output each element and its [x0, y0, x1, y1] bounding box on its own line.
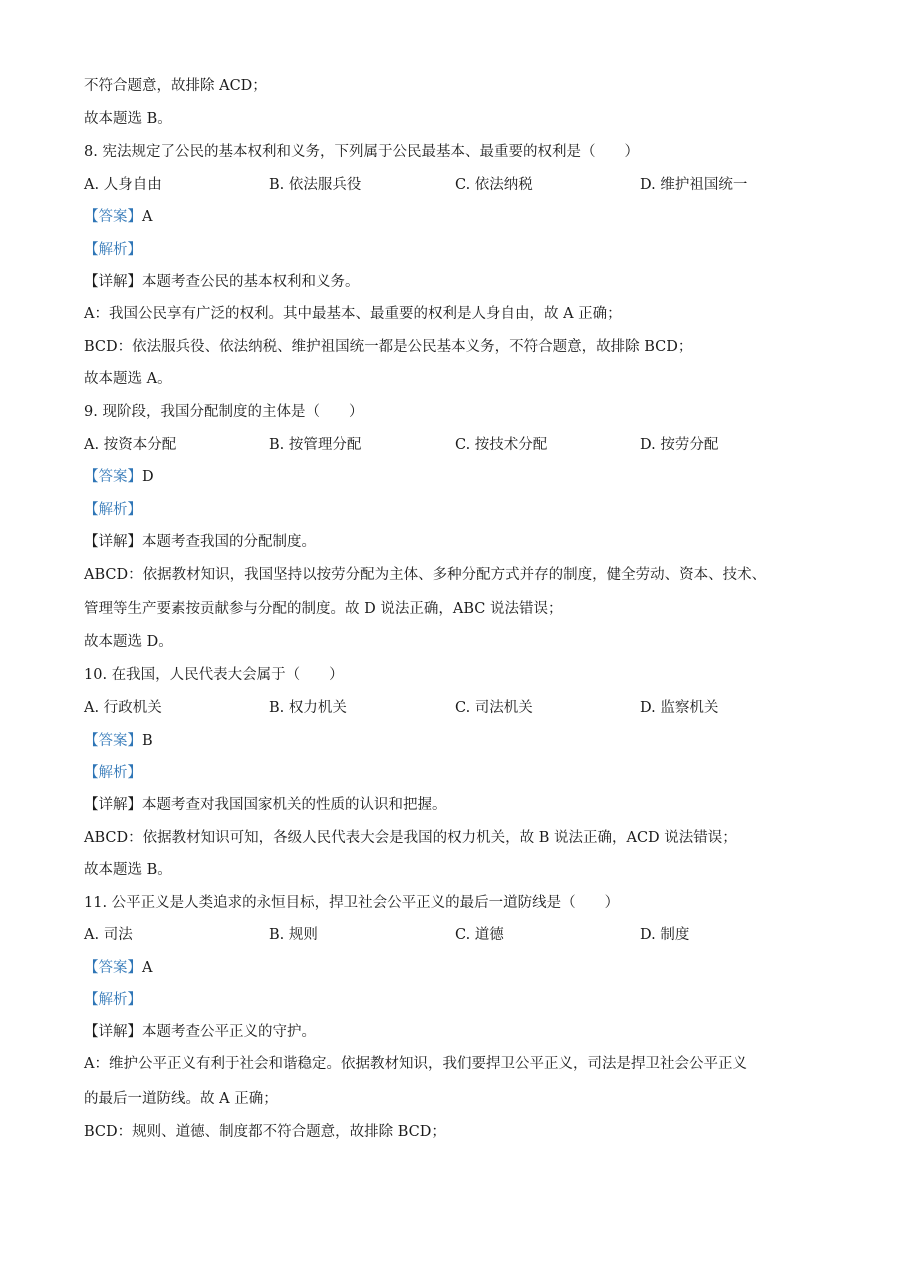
answer-value: D: [142, 469, 154, 485]
answer-line: [84, 958, 152, 978]
option-c: C. 依法纳税: [455, 177, 533, 193]
detail-line: A：维护公平正义有利于社会和谐稳定。依据教材知识，我们要捍卫公平正义，司法是捍卫社会公平正义: [84, 1056, 747, 1072]
analysis-label: 【解析】: [84, 765, 142, 781]
answer-line: [84, 731, 153, 751]
answer-line: [84, 207, 152, 227]
option-c: C. 按技术分配: [455, 437, 548, 453]
detail-line: 【详解】本题考查我国的分配制度。: [84, 534, 316, 550]
option-d: D. 监察机关: [640, 700, 719, 716]
detail-line: BCD：依法服兵役、依法纳税、维护祖国统一都是公民基本义务，不符合题意，故排除 BCD；: [84, 339, 693, 355]
option-d: D. 制度: [640, 927, 690, 943]
answer-value: A: [142, 209, 153, 225]
detail-line: ABCD：依据教材知识，我国坚持以按劳分配为主体、多种分配方式并存的制度，健全劳动、资本、技术、: [84, 567, 767, 583]
option-b: B. 规则: [269, 927, 318, 943]
option-a: A. 人身自由: [84, 177, 162, 193]
detail-line: 故本题选 B。: [84, 862, 172, 878]
answer-value: B: [142, 733, 153, 749]
intro-line: 故本题选 B。: [84, 111, 172, 127]
detail-line: BCD：规则、道德、制度都不符合题意，故排除 BCD；: [84, 1124, 446, 1140]
option-b: B. 按管理分配: [269, 437, 362, 453]
option-d: D. 维护祖国统一: [640, 177, 748, 193]
answer-label: 【答案】: [84, 960, 142, 976]
detail-line: 故本题选 D。: [84, 634, 173, 650]
detail-line: 【详解】本题考查对我国国家机关的性质的认识和把握。: [84, 797, 447, 813]
intro-line: 不符合题意，故排除 ACD；: [84, 78, 267, 94]
answer-label: 【答案】: [84, 209, 142, 225]
answer-value: A: [142, 960, 153, 976]
answer-label: 【答案】: [84, 469, 142, 485]
question-stem: 9. 现阶段，我国分配制度的主体是（ ）: [84, 404, 364, 420]
option-c: C. 司法机关: [455, 700, 533, 716]
detail-line: A：我国公民享有广泛的权利。其中最基本、最重要的权利是人身自由，故 A 正确；: [84, 306, 622, 322]
option-a: A. 行政机关: [84, 700, 162, 716]
question-stem: 10. 在我国，人民代表大会属于（ ）: [84, 667, 344, 683]
option-a: A. 按资本分配: [84, 437, 177, 453]
question-stem: 11. 公平正义是人类追求的永恒目标，捍卫社会公平正义的最后一道防线是（ ）: [84, 895, 620, 911]
question-stem: 8. 宪法规定了公民的基本权利和义务，下列属于公民最基本、最重要的权利是（ ）: [84, 144, 639, 160]
detail-line: 【详解】本题考查公民的基本权利和义务。: [84, 274, 360, 290]
detail-line: 【详解】本题考查公平正义的守护。: [84, 1024, 316, 1040]
detail-line: 故本题选 A。: [84, 371, 172, 387]
answer-line: [84, 467, 154, 487]
detail-line: 的最后一道防线。故 A 正确；: [84, 1091, 278, 1107]
detail-line: 管理等生产要素按贡献参与分配的制度。故 D 说法正确，ABC 说法错误；: [84, 601, 563, 617]
option-a: A. 司法: [84, 927, 133, 943]
answer-label: 【答案】: [84, 733, 142, 749]
analysis-label: 【解析】: [84, 992, 142, 1008]
detail-line: ABCD：依据教材知识可知，各级人民代表大会是我国的权力机关，故 B 说法正确，ACD 说法错误；: [84, 830, 737, 846]
option-c: C. 道德: [455, 927, 504, 943]
option-b: B. 权力机关: [269, 700, 347, 716]
analysis-label: 【解析】: [84, 502, 142, 518]
analysis-label: 【解析】: [84, 242, 142, 258]
option-b: B. 依法服兵役: [269, 177, 362, 193]
option-d: D. 按劳分配: [640, 437, 719, 453]
